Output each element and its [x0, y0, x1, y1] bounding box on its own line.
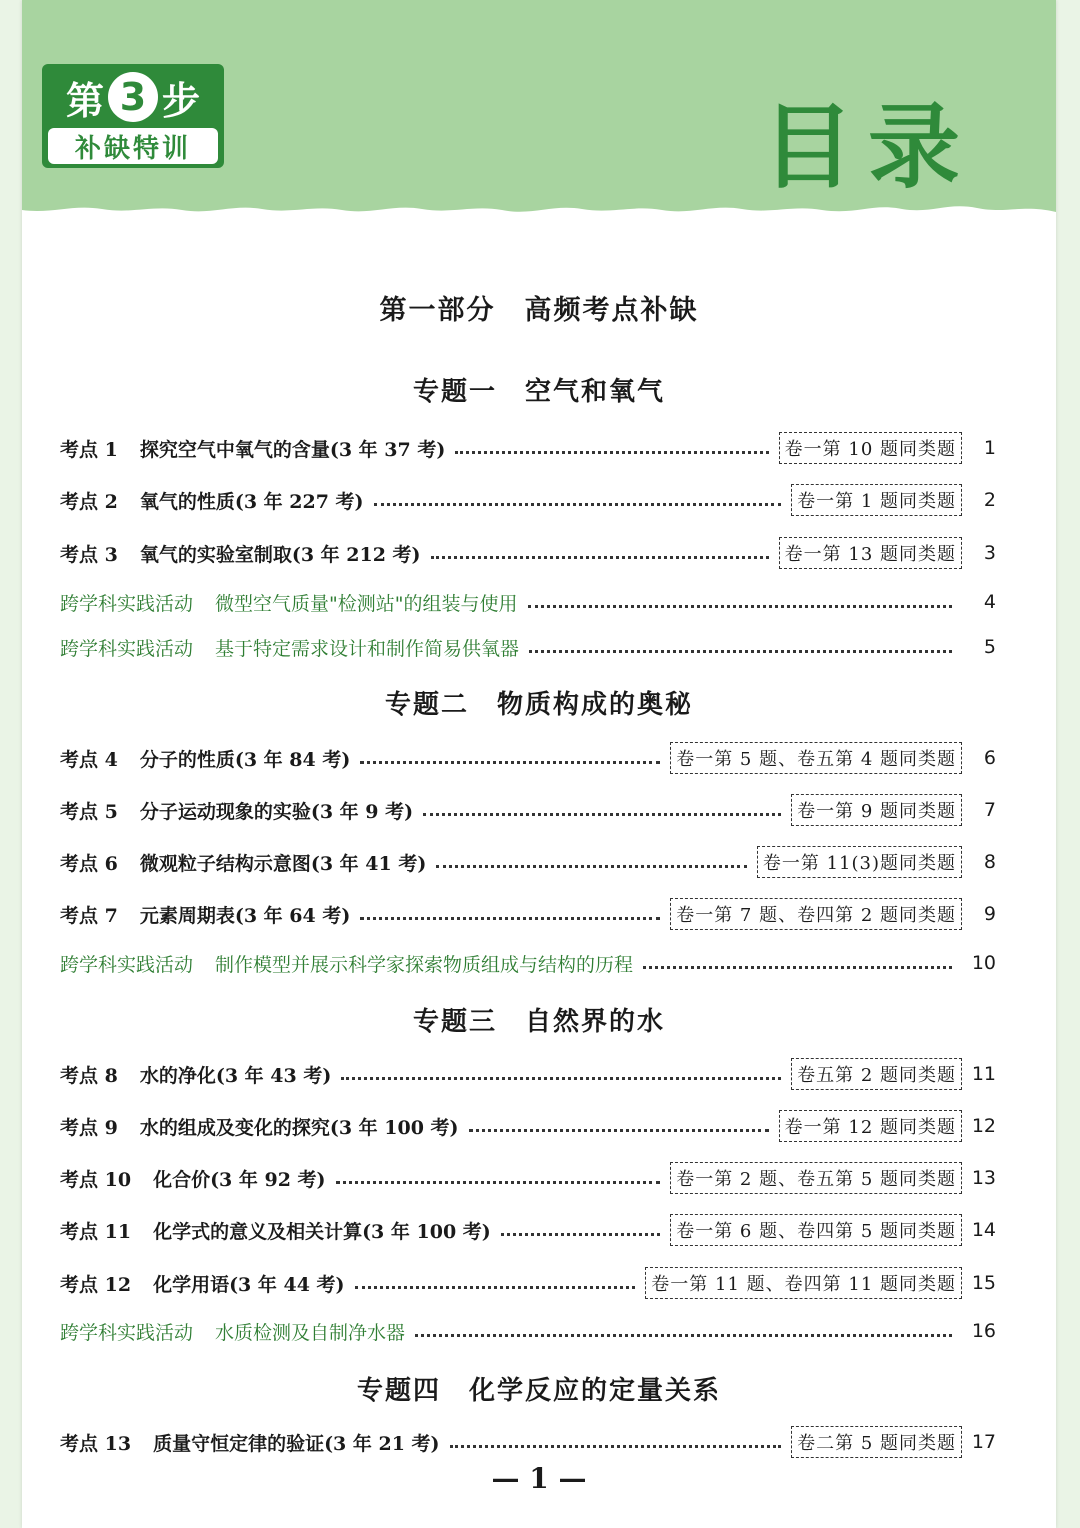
toc-row-label: 考点 8: [60, 1064, 118, 1087]
toc-row-label: 考点 4: [60, 748, 118, 771]
toc-row-page: 4: [983, 591, 996, 613]
toc-row-label: 考点 5: [60, 800, 118, 823]
toc-row-label: 跨学科实践活动: [60, 592, 194, 615]
dot-leader: [336, 1181, 661, 1184]
toc-row-title: 元素周期表(3 年 64 考): [139, 904, 351, 927]
toc-row[interactable]: [60, 1267, 996, 1299]
toc-row-reference: 卷二第 5 题同类题: [791, 1426, 962, 1458]
header-band: [22, 0, 1056, 235]
page: [22, 0, 1056, 1528]
badge-prefix: 第: [65, 78, 104, 123]
toc-row[interactable]: [60, 794, 996, 826]
toc-row-reference: 卷五第 2 题同类题: [791, 1058, 962, 1090]
toc-row-reference: 卷一第 7 题、卷四第 2 题同类题: [670, 898, 962, 930]
toc-row-page: 8: [983, 851, 996, 873]
toc-row-title: 微型空气质量"检测站"的组装与使用: [215, 592, 518, 615]
toc-row-reference: 卷一第 13 题同类题: [779, 537, 962, 569]
toc-row-reference: 卷一第 12 题同类题: [779, 1110, 962, 1142]
toc-row-page: 9: [983, 903, 996, 925]
toc-row-label: 考点 6: [60, 852, 118, 875]
toc-row-page: 13: [971, 1167, 996, 1189]
dot-leader: [528, 605, 953, 608]
toc-row-title: 水的组成及变化的探究(3 年 100 考): [139, 1116, 459, 1139]
dot-leader: [415, 1334, 952, 1337]
dot-leader: [643, 966, 952, 969]
dot-leader: [455, 451, 768, 454]
toc-row[interactable]: [60, 1162, 996, 1194]
toc-row-title: 探究空气中氧气的含量(3 年 37 考): [139, 438, 446, 461]
toc-row-page: 16: [971, 1320, 996, 1342]
toc-row-reference: 卷一第 10 题同类题: [779, 432, 962, 464]
toc-row-page: 17: [971, 1431, 996, 1453]
topic-title: 专题三 自然界的水: [412, 1007, 665, 1037]
toc-row-label: 考点 7: [60, 904, 118, 927]
step-badge: [42, 64, 224, 168]
toc-row-label: 跨学科实践活动: [60, 637, 194, 660]
toc-row-title: 制作模型并展示科学家探索物质组成与结构的历程: [215, 953, 634, 976]
toc-row-reference: 卷一第 6 题、卷四第 5 题同类题: [670, 1214, 962, 1246]
topic-title: 专题四 化学反应的定量关系: [356, 1376, 721, 1406]
toc-activity-row[interactable]: [60, 1315, 996, 1347]
toc-row-page: 3: [983, 542, 996, 564]
toc-row-page: 14: [971, 1219, 996, 1241]
dot-leader: [436, 865, 747, 868]
badge-top: [42, 68, 224, 126]
badge-number: 3: [108, 72, 158, 122]
dot-leader: [355, 1286, 636, 1289]
badge-suffix: 步: [162, 78, 201, 123]
page-number: — 1 —: [491, 1462, 587, 1495]
toc-row-page: 1: [983, 437, 996, 459]
dot-leader: [431, 556, 769, 559]
toc-row-page: 2: [983, 489, 996, 511]
toc-activity-row[interactable]: [60, 947, 996, 979]
toc-row-label: 考点 10: [60, 1168, 132, 1191]
dot-leader: [501, 1233, 660, 1236]
toc-row[interactable]: [60, 1110, 996, 1142]
toc-row-reference: 卷一第 9 题同类题: [791, 794, 962, 826]
toc-row-title: 分子运动现象的实验(3 年 9 考): [139, 800, 414, 823]
toc-activity-row[interactable]: [60, 631, 996, 663]
dot-leader: [450, 1445, 782, 1448]
toc-row[interactable]: [60, 1214, 996, 1246]
toc-row-label: 考点 3: [60, 543, 118, 566]
topic-title: 专题二 物质构成的奥秘: [384, 690, 693, 720]
toc-row[interactable]: [60, 898, 996, 930]
toc-row-title: 微观粒子结构示意图(3 年 41 考): [139, 852, 427, 875]
toc-row-title: 化学式的意义及相关计算(3 年 100 考): [153, 1220, 491, 1243]
toc-row-label: 考点 1: [60, 438, 118, 461]
toc-row-page: 6: [983, 747, 996, 769]
toc-row[interactable]: [60, 432, 996, 464]
toc-row-title: 化合价(3 年 92 考): [153, 1168, 326, 1191]
toc-row-title: 氧气的性质(3 年 227 考): [139, 490, 364, 513]
toc-row-label: 跨学科实践活动: [60, 1321, 194, 1344]
toc-row-label: 考点 9: [60, 1116, 118, 1139]
part-title: 第一部分 高频考点补缺: [379, 295, 699, 326]
toc-row-reference: 卷一第 11(3)题同类题: [757, 846, 962, 878]
toc-row-page: 5: [983, 636, 996, 658]
toc-row-page: 12: [971, 1115, 996, 1137]
toc-row-label: 考点 13: [60, 1432, 132, 1455]
topic-title: 专题一 空气和氧气: [412, 377, 665, 407]
toc-row-page: 10: [971, 952, 996, 974]
toc-row[interactable]: [60, 1426, 996, 1458]
toc-row-label: 跨学科实践活动: [60, 953, 194, 976]
toc-row-label: 考点 12: [60, 1273, 132, 1296]
dot-leader: [374, 503, 782, 506]
dot-leader: [469, 1129, 769, 1132]
dot-leader: [423, 813, 781, 816]
toc-row-title: 化学用语(3 年 44 考): [153, 1273, 345, 1296]
toc-row-title: 水质检测及自制净水器: [215, 1321, 406, 1344]
toc-row-page: 11: [971, 1063, 996, 1085]
toc-activity-row[interactable]: [60, 586, 996, 618]
toc-row-label: 考点 11: [60, 1220, 132, 1243]
toc-row[interactable]: [60, 537, 996, 569]
toc-row[interactable]: [60, 484, 996, 516]
toc-row[interactable]: [60, 742, 996, 774]
toc-row-label: 考点 2: [60, 490, 118, 513]
toc-row-reference: 卷一第 2 题、卷五第 5 题同类题: [670, 1162, 962, 1194]
toc-row[interactable]: [60, 846, 996, 878]
dot-leader: [360, 917, 660, 920]
toc-row-reference: 卷一第 1 题同类题: [791, 484, 962, 516]
toc-row-title: 水的净化(3 年 43 考): [139, 1064, 332, 1087]
toc-row-title: 分子的性质(3 年 84 考): [139, 748, 351, 771]
badge-subtitle: 补缺特训: [48, 128, 218, 164]
dot-leader: [529, 650, 952, 653]
page-title: 目录: [761, 94, 974, 201]
toc-row-page: 15: [971, 1272, 996, 1294]
toc-row[interactable]: [60, 1058, 996, 1090]
toc-row-title: 质量守恒定律的验证(3 年 21 考): [153, 1432, 440, 1455]
toc-row-reference: 卷一第 5 题、卷五第 4 题同类题: [670, 742, 962, 774]
toc-row-reference: 卷一第 11 题、卷四第 11 题同类题: [645, 1267, 962, 1299]
toc-row-title: 氧气的实验室制取(3 年 212 考): [139, 543, 421, 566]
dot-leader: [360, 761, 660, 764]
toc-row-title: 基于特定需求设计和制作简易供氧器: [215, 637, 520, 660]
dot-leader: [341, 1077, 781, 1080]
toc-row-page: 7: [983, 799, 996, 821]
